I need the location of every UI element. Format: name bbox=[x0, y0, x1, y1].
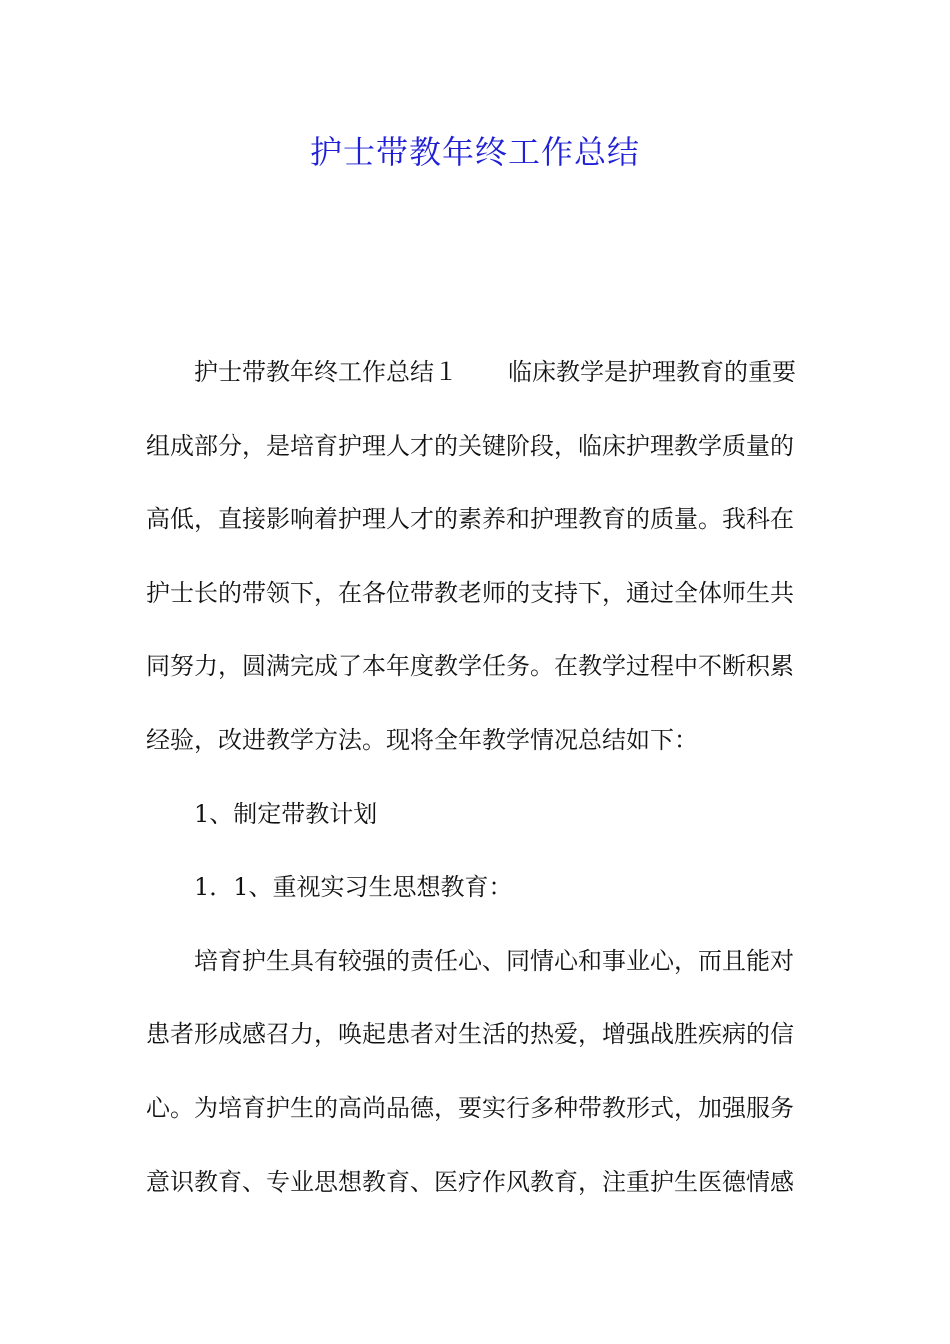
document-title: 护士带教年终工作总结 bbox=[309, 133, 640, 171]
paragraph-line: 高低，直接影响着护理人才的素养和护理教育的质量。我科在 bbox=[146, 505, 794, 534]
paragraph-line bbox=[146, 336, 808, 410]
paragraph-line: 患者形成感召力，唤起患者对生活的热爱，增强战胜疾病的信 bbox=[146, 1020, 794, 1049]
section-heading: 1、制定带教计划 bbox=[194, 799, 378, 828]
paragraph-line: 组成部分，是培育护理人才的关键阶段，临床护理教学质量的 bbox=[146, 431, 794, 460]
paragraph-line: 心。为培育护生的高尚品德，要实行多种带教形式，加强服务 bbox=[146, 1093, 794, 1122]
paragraph-line: 同努力，圆满完成了本年度教学任务。在教学过程中不断积累 bbox=[146, 652, 794, 681]
subsection-heading: 1．1、重视实习生思想教育： bbox=[194, 873, 513, 902]
document-body bbox=[146, 336, 808, 1219]
section-heading-inline: 护士带教年终工作总结１ bbox=[194, 358, 458, 386]
paragraph-line: 意识教育、专业思想教育、医疗作风教育，注重护生医德情感 bbox=[146, 1167, 794, 1196]
paragraph-line: 经验，改进教学方法。现将全年教学情况总结如下： bbox=[146, 725, 698, 754]
paragraph-line: 护士长的带领下，在各位带教老师的支持下，通过全体师生共 bbox=[146, 578, 794, 607]
paragraph-line: 培育护生具有较强的责任心、同情心和事业心，而且能对 bbox=[194, 946, 794, 975]
paragraph-text: 临床教学是护理教育的重要 bbox=[508, 358, 796, 386]
